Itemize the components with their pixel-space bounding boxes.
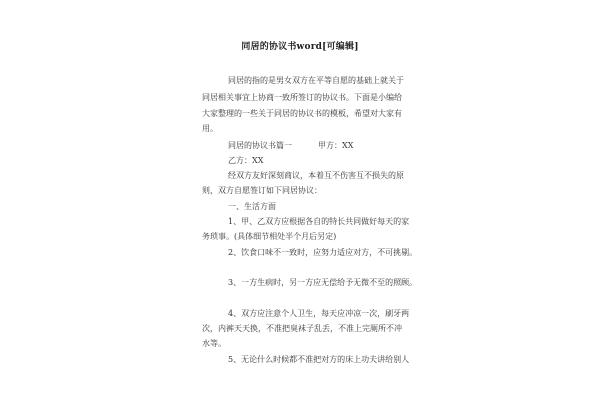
clause-5-line-1: 5、无论什么时候都不准把对方的床上功夫讲给别人 xyxy=(228,355,410,364)
clause-4-line-1: 4、双方应注意个人卫生，每天应冲凉一次，刷牙两 xyxy=(228,309,410,318)
party-a: 甲方：XX xyxy=(318,141,354,150)
document-title: 同居的协议书word[可编辑] xyxy=(241,42,359,52)
clause-1-line-1: 1、甲、乙双方应根据各自的特长共同做好每天的家 xyxy=(228,217,410,226)
intro-line-2: 同居相关事宜上协商一致所签订的协议书。下面是小编给 xyxy=(202,93,402,102)
clause-2-line-1: 2、饮食口味不一致时，应努力适应对方，不可挑剔。 xyxy=(228,248,418,257)
sample-heading: 同居的协议书篇一 xyxy=(228,141,292,150)
party-b: 乙方：XX xyxy=(228,156,264,165)
preamble-line-1: 经双方友好深刻商议，本着互不伤害互不损失的原 xyxy=(228,171,404,180)
section-heading: 一、生活方面 xyxy=(228,202,276,211)
clause-4-line-2: 次，内裤天天换，不准把臭袜子乱丢，不准上完厕所不冲 xyxy=(202,324,402,333)
clause-4-line-3: 水等。 xyxy=(202,339,226,348)
clause-1-line-2: 务琐事。(具体细节相处半个月后另定) xyxy=(202,232,337,241)
clause-3-line-1: 3、一方生病时，另一方应无偿给予无微不至的照顾。 xyxy=(228,278,418,287)
intro-line-4: 用。 xyxy=(202,124,218,133)
preamble-line-2: 则，双方自愿签订如下同居协议： xyxy=(202,186,322,195)
intro-line-3: 大家整理的一些关于同居的协议书的模板，希望对大家有 xyxy=(202,109,402,118)
intro-line-1: 同居的指的是男女双方在平等自愿的基础上就关于 xyxy=(228,76,404,85)
